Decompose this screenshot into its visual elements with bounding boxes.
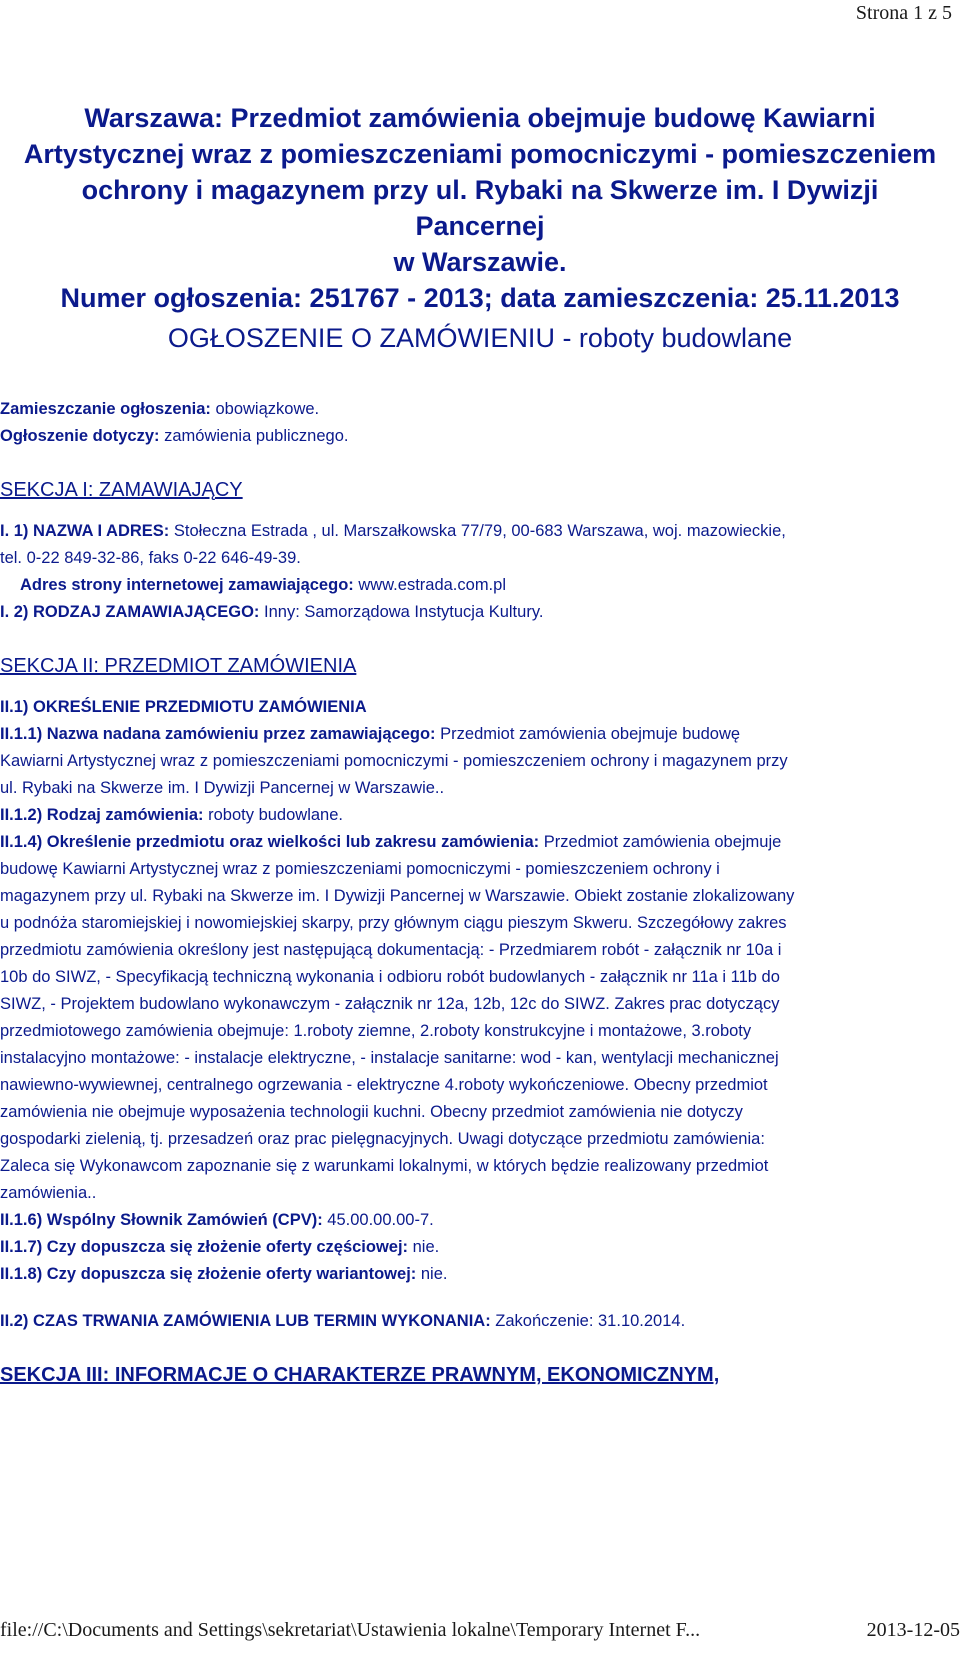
variant-offer-label: II.1.8) Czy dopuszcza się złożenie oferty wariantowej: <box>0 1265 417 1283</box>
title-line: Artystycznej wraz z pomieszczeniami pomocniczymi - pomieszczeniem <box>23 139 937 169</box>
contracting-name-value: Stołeczna Estrada , ul. Marszałkowska 77/79, 00-683 Warszawa, woj. mazowieckie, <box>169 522 786 540</box>
section-1-heading: SEKCJA I: ZAMAWIAJĄCY <box>0 479 243 501</box>
notice-subtitle: OGŁOSZENIE O ZAMÓWIENIU - roboty budowlane <box>167 323 793 353</box>
duration-label: II.2) CZAS TRWANIA ZAMÓWIENIA LUB TERMIN WYKONANIA: <box>0 1312 491 1330</box>
order-name-line <box>0 721 940 748</box>
title-line: ochrony i magazynem przy ul. Rybaki na Skwerze im. I Dywizji Pancernej <box>81 175 879 241</box>
order-kind-value: roboty budowlane. <box>203 806 343 824</box>
order-desc-cont: nawiewno-wywiewnej, centralnego ogrzewania - elektryczne 4.roboty wykończeniowe. Obecny przedmiot <box>0 1076 768 1094</box>
partial-offer-value: nie. <box>408 1238 440 1256</box>
print-footer <box>0 1619 960 1642</box>
section-2-heading: SEKCJA II: PRZEDMIOT ZAMÓWIENIA <box>0 655 357 677</box>
notice-number: Numer ogłoszenia: 251767 - 2013; data zamieszczenia: 25.11.2013 <box>60 283 900 313</box>
order-desc-line <box>0 829 940 856</box>
order-name-cont: Kawiarni Artystycznej wraz z pomieszczeniami pomocniczymi - pomieszczeniem ochrony i magazynem przy <box>0 752 788 770</box>
order-desc-cont: zamówienia nie obejmuje wyposażenia technologii kuchni. Obecny przedmiot zamówienia nie dotyczy <box>0 1103 743 1121</box>
order-desc-cont: magazynem przy ul. Rybaki na Skwerze im. I Dywizji Pancernej w Warszawie. Obiekt zostanie zlokalizowany <box>0 887 795 905</box>
subject-subheading <box>0 694 940 721</box>
order-desc-label: II.1.4) Określenie przedmiotu oraz wielkości lub zakresu zamówienia: <box>0 833 540 851</box>
cpv-line <box>0 1207 940 1234</box>
duration-line <box>0 1308 940 1335</box>
order-name-cont: ul. Rybaki na Skwerze im. I Dywizji Pancernej w Warszawie.. <box>0 779 445 797</box>
spacer <box>0 1288 940 1308</box>
order-desc-cont: budowę Kawiarni Artystycznej wraz z pomieszczeniami pomocniczymi - pomieszczeniem ochrony i <box>0 860 720 878</box>
contracting-type-value: Inny: Samorządowa Instytucja Kultury. <box>259 603 544 621</box>
order-kind-label: II.1.2) Rodzaj zamówienia: <box>0 806 204 824</box>
variant-offer-line <box>0 1261 940 1288</box>
notice-body <box>0 396 940 1403</box>
order-desc-cont: Zaleca się Wykonawcom zapoznanie się z warunkami lokalnymi, w których będzie realizowany przedmiot <box>0 1157 769 1175</box>
section-3-heading: SEKCJA III: INFORMACJE O CHARAKTERZE PRAWNYM, EKONOMICZNYM, <box>0 1364 720 1386</box>
concerns-line <box>0 423 940 450</box>
duration-value: Zakończenie: 31.10.2014. <box>490 1312 686 1330</box>
title-line: Warszawa: Przedmiot zamówienia obejmuje budowę Kawiarni <box>84 103 876 133</box>
order-name-value: Przedmiot zamówienia obejmuje budowę <box>435 725 741 743</box>
print-date: 2013-12-05 <box>866 1619 960 1641</box>
partial-offer-label: II.1.7) Czy dopuszcza się złożenie oferty częściowej: <box>0 1238 409 1256</box>
website-label: Adres strony internetowej zamawiającego: <box>20 576 354 594</box>
placement-value: obowiązkowe. <box>210 400 320 418</box>
placement-label: Zamieszczanie ogłoszenia: <box>0 400 211 418</box>
notice-title <box>20 100 940 356</box>
order-desc-cont: u podnóża staromiejskiej i nowomiejskiej skarpy, przy głównym ciągu pieszym Skweru. Szczegółowy zakres <box>0 914 787 932</box>
order-name-label: II.1.1) Nazwa nadana zamówieniu przez zamawiającego: <box>0 725 436 743</box>
contracting-name-label: I. 1) NAZWA I ADRES: <box>0 522 170 540</box>
contracting-name-line <box>0 518 940 545</box>
concerns-value: zamówienia publicznego. <box>159 427 349 445</box>
cpv-label: II.1.6) Wspólny Słownik Zamówień (CPV): <box>0 1211 323 1229</box>
website-line <box>0 572 940 599</box>
order-desc-cont: zamówienia.. <box>0 1184 97 1202</box>
concerns-label: Ogłoszenie dotyczy: <box>0 427 160 445</box>
page-indicator: Strona 1 z 5 <box>855 2 952 24</box>
file-path: file://C:\Documents and Settings\sekretariat\Ustawienia lokalne\Temporary Internet F... <box>0 1619 701 1641</box>
subject-subheading-text: II.1) OKREŚLENIE PRZEDMIOTU ZAMÓWIENIA <box>0 698 367 716</box>
order-desc-cont: 10b do SIWZ, - Specyfikacją techniczną wykonania i odbioru robót budowlanych - załącznik nr 11a i 11b do <box>0 968 780 986</box>
partial-offer-line <box>0 1234 940 1261</box>
order-desc-cont: SIWZ, - Projektem budowlano wykonawczym - załącznik nr 12a, 12b, 12c do SIWZ. Zakres prac dotyczący <box>0 995 780 1013</box>
order-desc-cont: przedmiotowego zamówienia obejmuje: 1.roboty ziemne, 2.roboty konstrukcyjne i montażowe, 3.roboty <box>0 1022 752 1040</box>
website-link[interactable]: www.estrada.com.pl <box>353 576 506 594</box>
order-kind-line <box>0 802 940 829</box>
contracting-type-line <box>0 599 940 626</box>
placement-line <box>0 396 940 423</box>
title-line: w Warszawie. <box>393 247 567 277</box>
order-desc-cont: instalacyjno montażowe: - instalacje elektryczne, - instalacje sanitarne: wod - kan, wentylacji mechanicznej <box>0 1049 779 1067</box>
order-desc-cont: przedmiotu zamówienia określony jest następującą dokumentacją: - Przedmiarem robót - załącznik nr 10a i <box>0 941 782 959</box>
contracting-type-label: I. 2) RODZAJ ZAMAWIAJĄCEGO: <box>0 603 260 621</box>
variant-offer-value: nie. <box>416 1265 448 1283</box>
cpv-value: 45.00.00.00-7. <box>322 1211 434 1229</box>
tel-line: tel. 0-22 849-32-86, faks 0-22 646-49-39. <box>0 549 301 567</box>
order-desc-cont: gospodarki zielenią, tj. przesadzeń oraz prac pielęgnacyjnych. Uwagi dotyczące przedmiotu zamówienia: <box>0 1130 765 1148</box>
order-desc-value: Przedmiot zamówienia obejmuje <box>539 833 782 851</box>
